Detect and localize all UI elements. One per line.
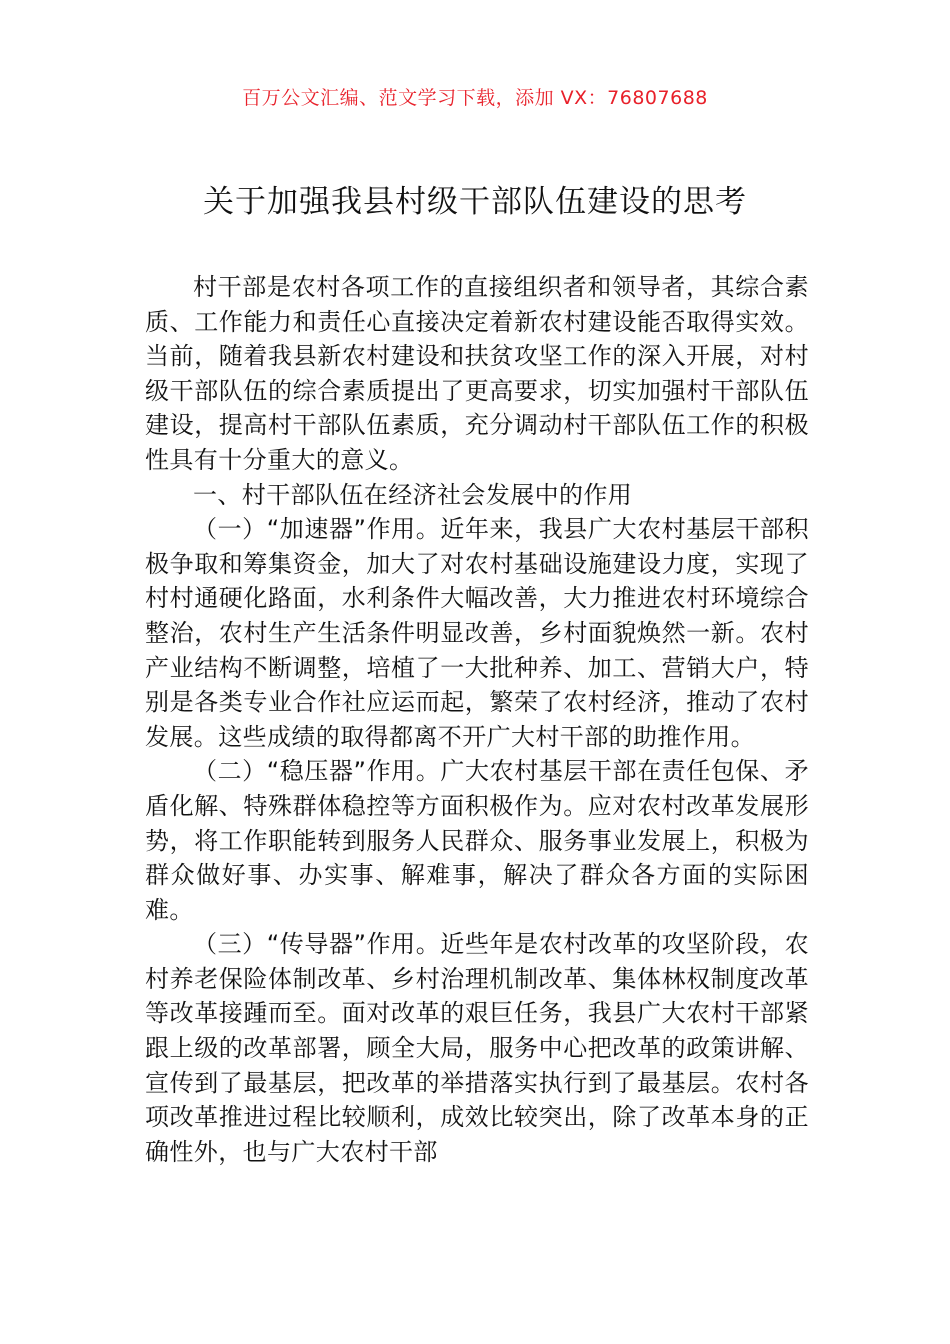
header-promo-note: 百万公文汇编、范文学习下载，添加 VX：76807688: [242, 87, 708, 109]
subsection-transmitter: （三）“传导器”作用。近些年是农村改革的攻坚阶段，农村养老保险体制改革、乡村治理机制改革、集体林权制度改革等改革接踵而至。面对改革的艰巨任务，我县广大农村干部紧跟上级的改革部署，顾全大局，服务中心把改革的政策讲解、宣传到了最基层，把改革的举措落实执行到了最基层。农村各项改革推进过程比较顺利，成效比较突出，除了改革本身的正确性外，也与广大农村干部: [145, 930, 809, 1166]
document-title: 关于加强我县村级干部队伍建设的思考: [203, 184, 747, 220]
subsection-stabilizer: （二）“稳压器”作用。广大农村基层干部在责任包保、矛盾化解、特殊群体稳控等方面积极作为。应对农村改革发展形势，将工作职能转到服务人民群众、服务事业发展上，积极为群众做好事、办实事、解难事，解决了群众各方面的实际困难。: [145, 757, 809, 924]
document-body: [145, 270, 809, 1169]
intro-paragraph: 村干部是农村各项工作的直接组织者和领导者，其综合素质、工作能力和责任心直接决定着新农村建设能否取得实效。当前，随着我县新农村建设和扶贫攻坚工作的深入开展，对村级干部队伍的综合素质提出了更高要求，切实加强村干部队伍建设，提高村干部队伍素质，充分调动村干部队伍工作的积极性具有十分重大的意义。: [145, 273, 809, 474]
subsection-accelerator: （一）“加速器”作用。近年来，我县广大农村基层干部积极争取和筹集资金，加大了对农村基础设施建设力度，实现了村村通硬化路面，水利条件大幅改善，大力推进农村环境综合整治，农村生产生活条件明显改善，乡村面貌焕然一新。农村产业结构不断调整，培植了一大批种养、加工、营销大户，特别是各类专业合作社应运而起，繁荣了农村经济，推动了农村发展。这些成绩的取得都离不开广大村干部的助推作用。: [145, 515, 809, 751]
section-heading: 一、村干部队伍在经济社会发展中的作用: [193, 480, 633, 509]
